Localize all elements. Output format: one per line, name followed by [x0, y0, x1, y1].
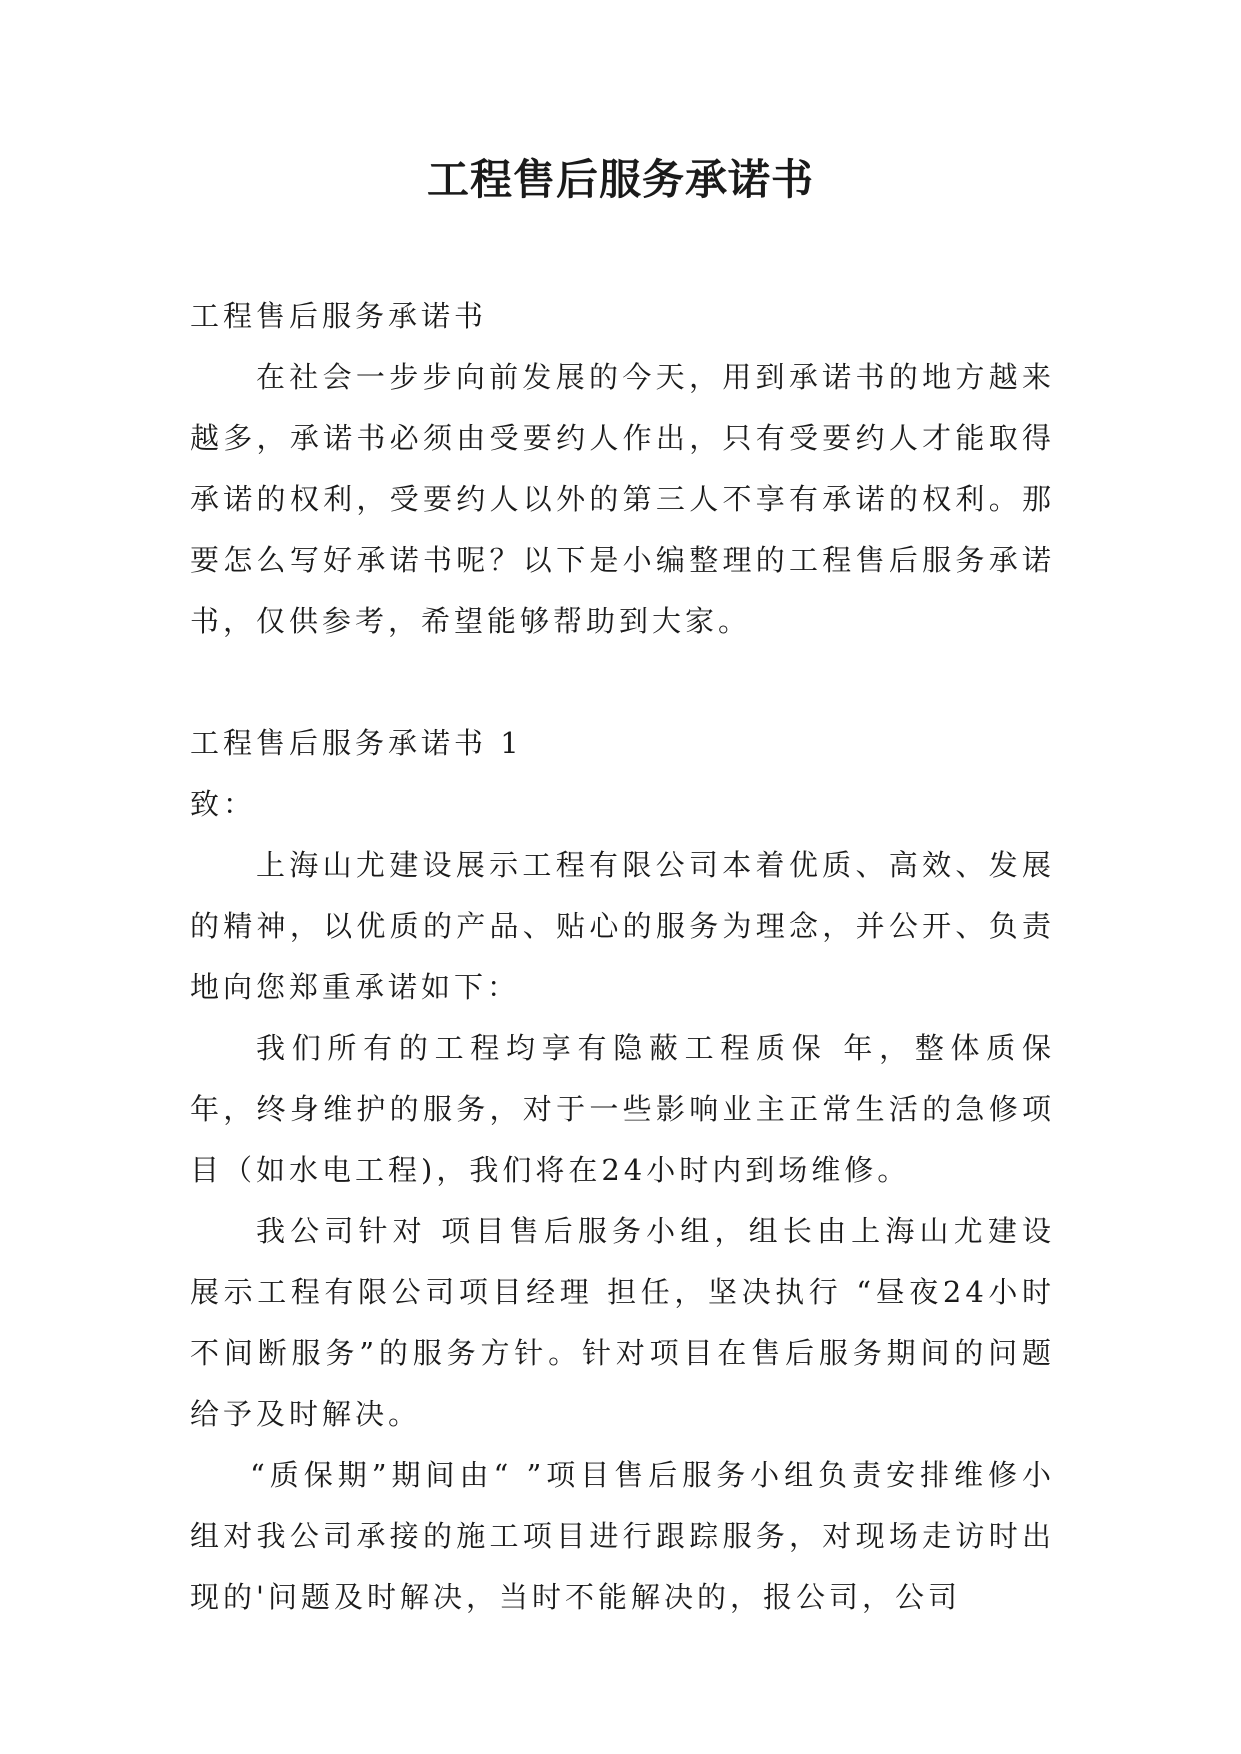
intro-paragraph: 在社会一步步向前发展的今天，用到承诺书的地方越来越多，承诺书必须由受要约人作出，只有受要约人才能取得承诺的权利，受要约人以外的第三人不享有承诺的权利。那要怎么写好承诺书呢？以下是小编整理的工程售后服务承诺书，仅供参考，希望能够帮助到大家。 — [190, 360, 1055, 638]
document-body — [190, 286, 1055, 1628]
body-paragraph-1: 上海山尤建设展示工程有限公司本着优质、高效、发展的精神，以优质的产品、贴心的服务为理念，并公开、负责地向您郑重承诺如下： — [190, 848, 1055, 1004]
salutation: 致： — [190, 787, 257, 821]
section-heading: 工程售后服务承诺书 1 — [190, 726, 523, 760]
document-title: 工程售后服务承诺书 — [426, 155, 814, 204]
document-subtitle: 工程售后服务承诺书 — [190, 299, 488, 333]
body-paragraph-4: “质保期”期间由“ ”项目售后服务小组负责安排维修小组对我公司承接的施工项目进行跟踪服务，对现场走访时出现的'问题及时解决，当时不能解决的，报公司，公司 — [190, 1458, 1055, 1614]
body-paragraph-3: 我公司针对 项目售后服务小组，组长由上海山尤建设展示工程有限公司项目经理 担任，坚决执行 “昼夜24小时不间断服务”的服务方针。针对项目在售后服务期间的问题给予及时解决。 — [190, 1214, 1055, 1431]
body-paragraph-2: 我们所有的工程均享有隐蔽工程质保 年，整体质保年，终身维护的服务，对于一些影响业主正常生活的急修项目（如水电工程)，我们将在24小时内到场维修。 — [190, 1031, 1055, 1187]
